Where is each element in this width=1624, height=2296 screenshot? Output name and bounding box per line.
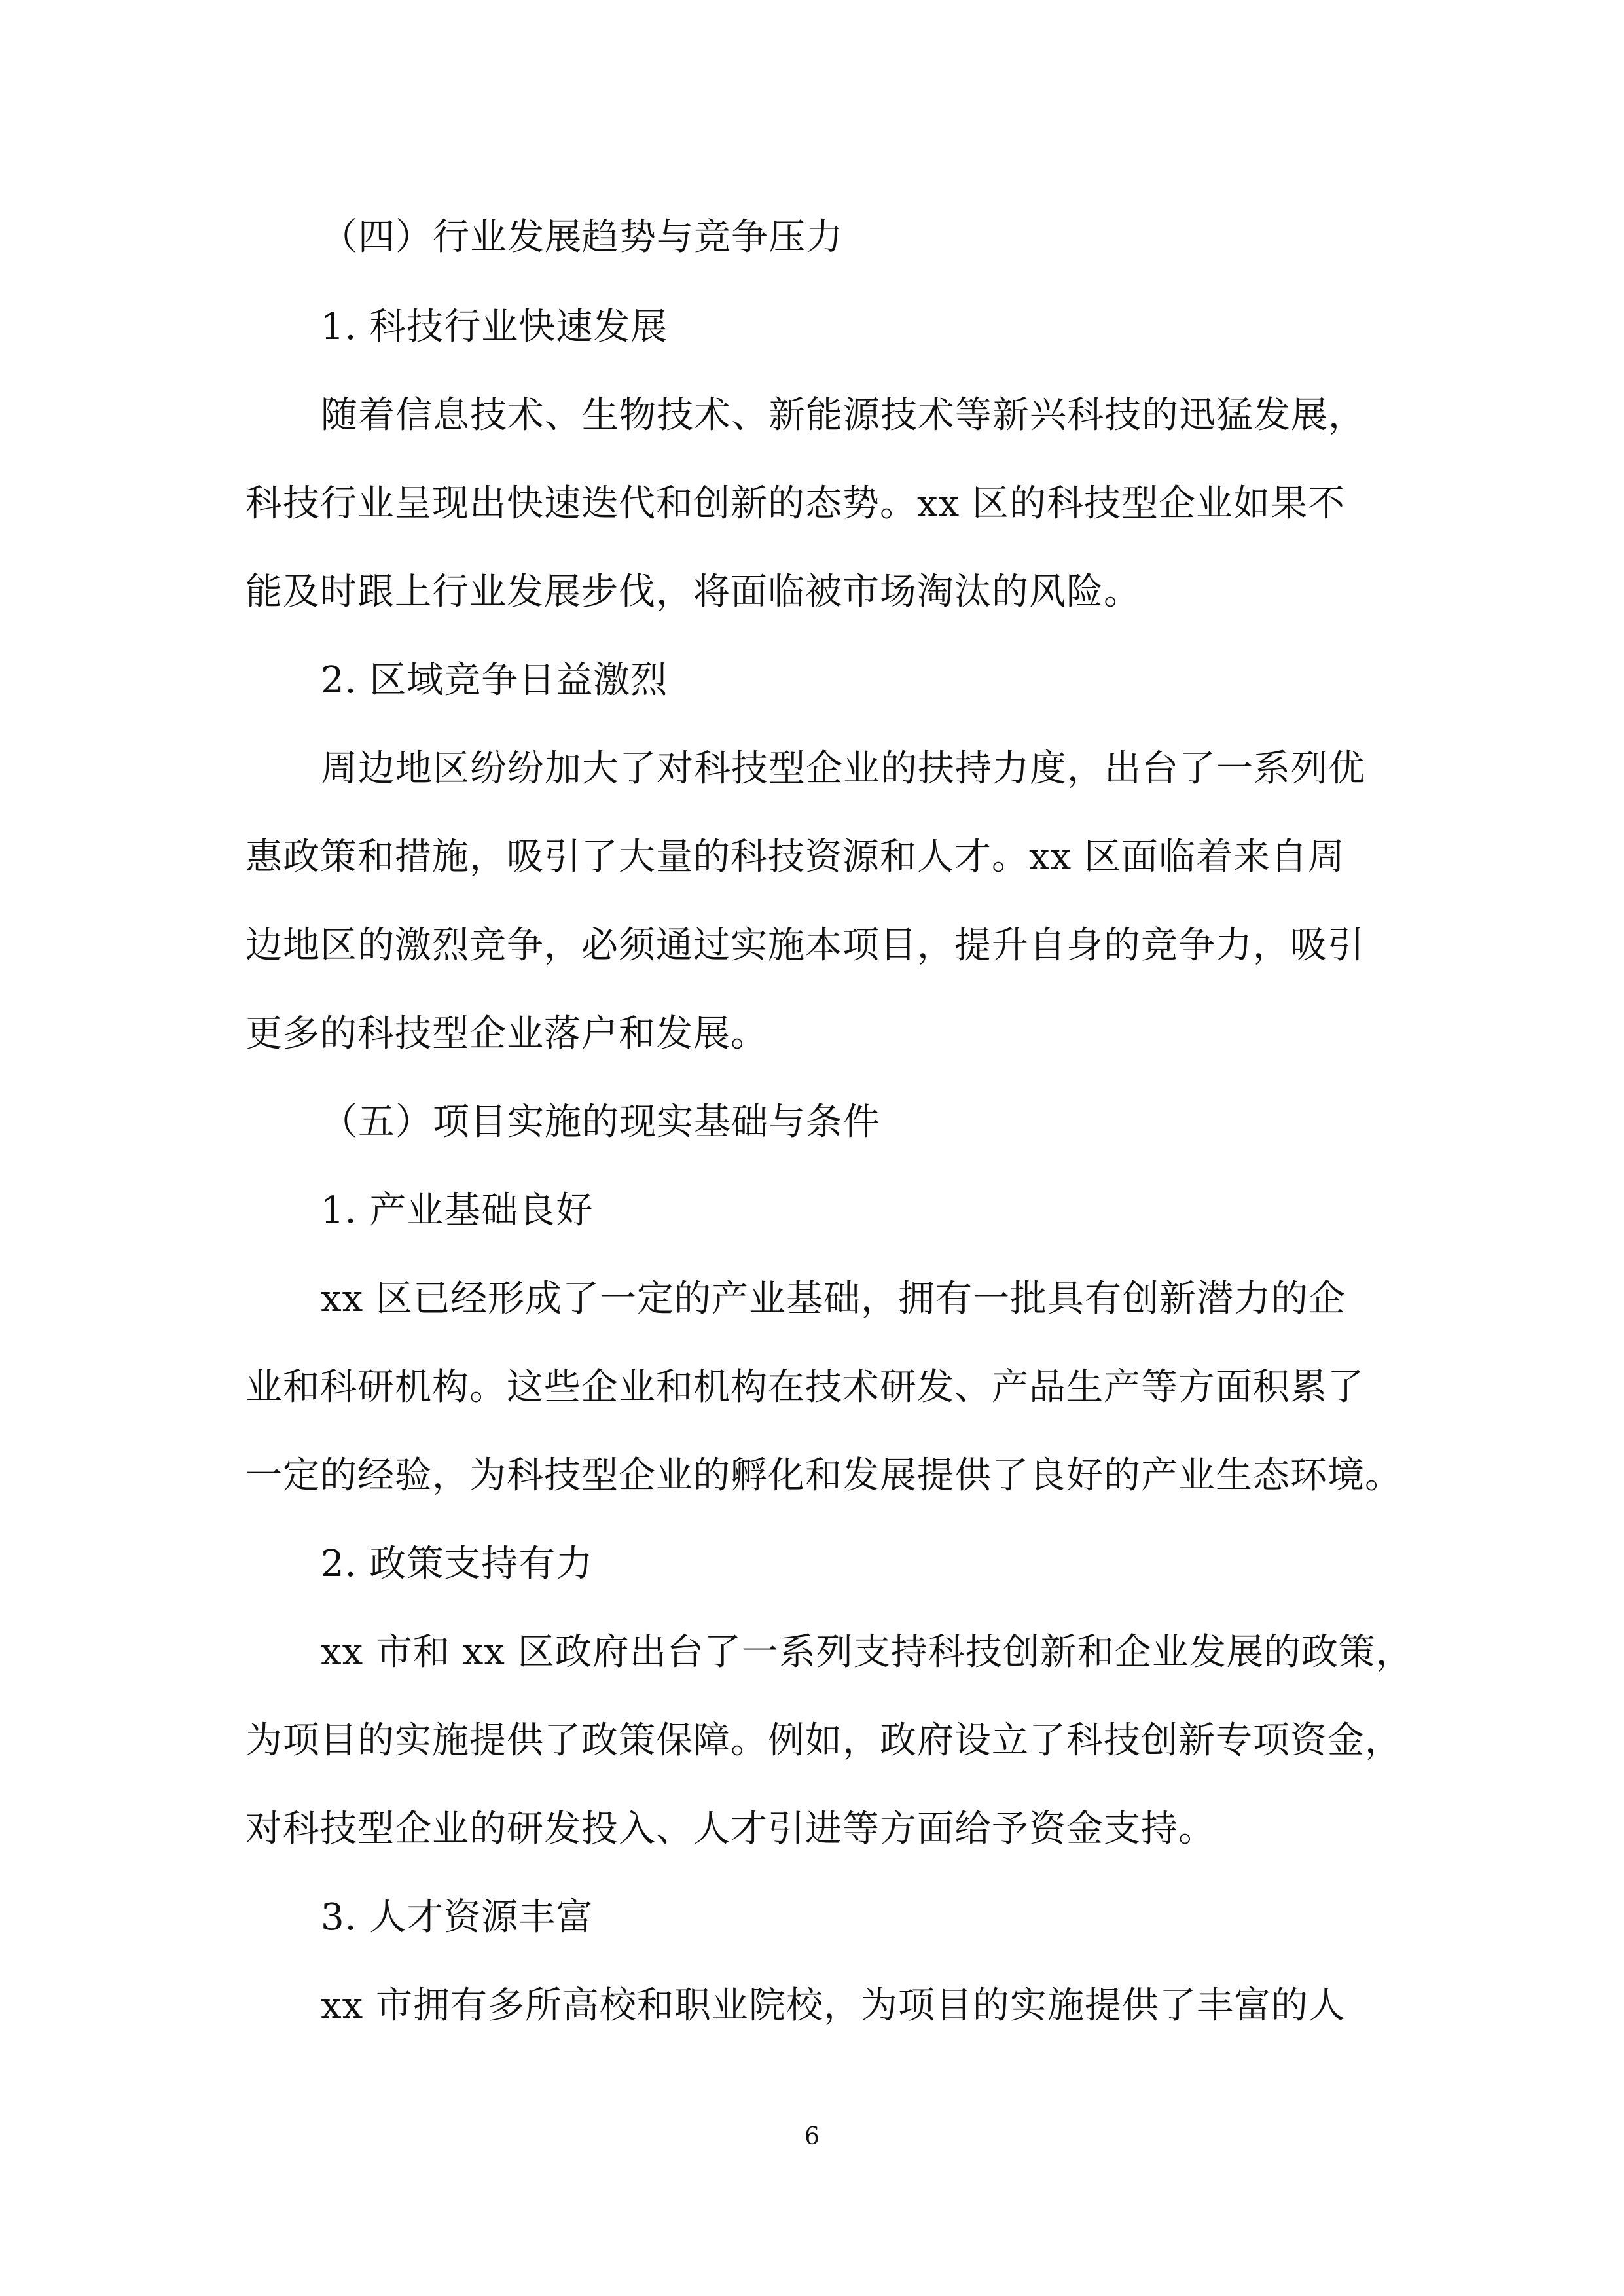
paragraph-line: xx 区已经形成了一定的产业基础，拥有一批具有创新潜力的企 xyxy=(321,1278,1346,1320)
subsection-title: 1. 产业基础良好 xyxy=(321,1189,594,1232)
paragraph-line: 惠政策和措施，吸引了大量的科技资源和人才。xx 区面临着来自周 xyxy=(245,836,1345,878)
paragraph-line: 科技行业呈现出快速迭代和创新的态势。xx 区的科技型企业如果不 xyxy=(245,482,1345,525)
subsection-title: 3. 人才资源丰富 xyxy=(321,1896,594,1939)
paragraph-line: 能及时跟上行业发展步伐，将面临被市场淘汰的风险。 xyxy=(245,571,1141,613)
subsection-title: 2. 区域竞争日益激烈 xyxy=(321,659,668,702)
paragraph-line: xx 市和 xx 区政府出台了一系列支持科技创新和企业发展的政策， xyxy=(321,1631,1413,1674)
paragraph-line: 一定的经验，为科技型企业的孵化和发展提供了良好的产业生态环境。 xyxy=(245,1454,1402,1497)
paragraph-line: 更多的科技型企业落户和发展。 xyxy=(245,1013,768,1055)
paragraph-line: 随着信息技术、生物技术、新能源技术等新兴科技的迅猛发展， xyxy=(321,394,1365,437)
paragraph-line: xx 市拥有多所高校和职业院校，为项目的实施提供了丰富的人 xyxy=(321,1984,1346,2027)
paragraph-line: 对科技型企业的研发投入、人才引进等方面给予资金支持。 xyxy=(245,1808,1216,1850)
subsection-title: 2. 政策支持有力 xyxy=(321,1543,594,1585)
subsection-title: 1. 科技行业快速发展 xyxy=(321,306,668,348)
paragraph-line: 周边地区纷纷加大了对科技型企业的扶持力度，出台了一系列优 xyxy=(321,747,1365,790)
paragraph-line: 业和科研机构。这些企业和机构在技术研发、产品生产等方面积累了 xyxy=(245,1366,1365,1408)
paragraph-line: 为项目的实施提供了政策保障。例如，政府设立了科技创新专项资金， xyxy=(245,1719,1402,1762)
page-number: 6 xyxy=(804,2123,820,2150)
paragraph-line: 边地区的激烈竞争，必须通过实施本项目，提升自身的竞争力，吸引 xyxy=(245,924,1365,967)
section-heading: （五）项目实施的现实基础与条件 xyxy=(321,1101,880,1143)
section-heading: （四）行业发展趋势与竞争压力 xyxy=(321,216,843,259)
